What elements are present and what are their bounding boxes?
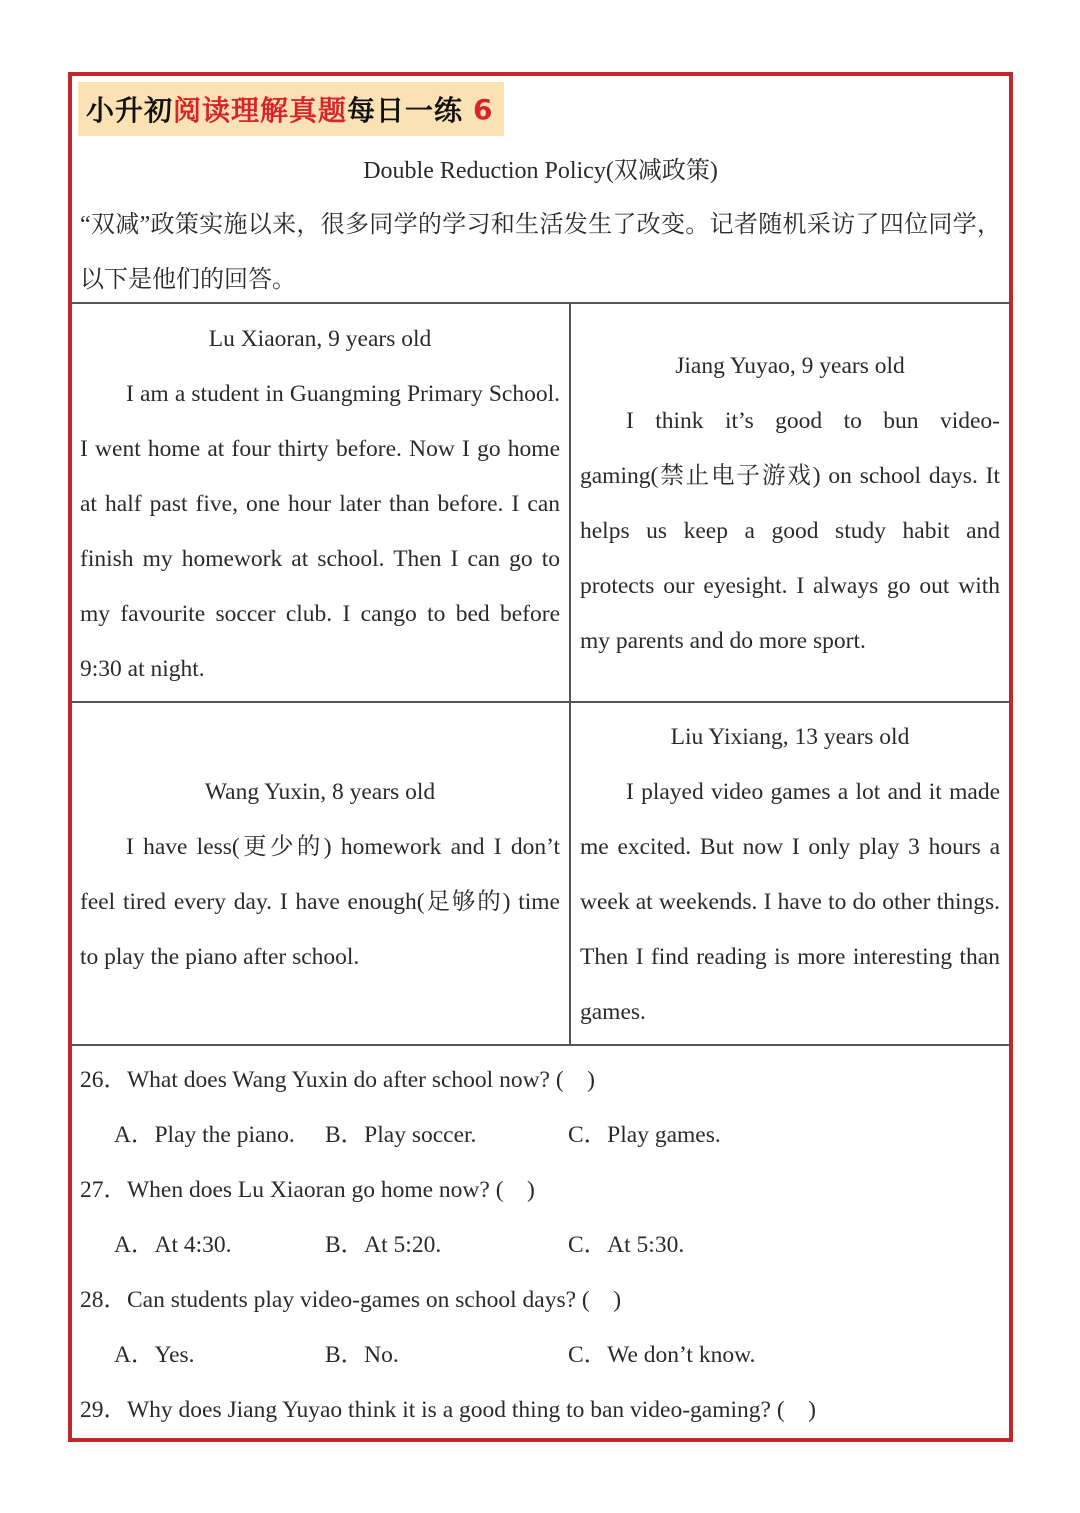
- option-b[interactable]: B．At 5:20.: [325, 1232, 442, 1258]
- option-b[interactable]: B．No.: [325, 1342, 399, 1368]
- passage-intro: “双减”政策实施以来，很多同学的学习和生活发生了改变。记者随机采访了四位同学，以下是他们的回答。: [80, 212, 1001, 293]
- title-part2: 阅读理解真题: [173, 94, 348, 127]
- student-answer: I think it’s good to bun video-gaming(禁止电子游戏) on school days. It helps us keep a good study habit and protects our eyesight. I always go out with my parents and do more sport.: [580, 408, 1000, 654]
- table-top-rule: [72, 302, 1009, 304]
- question-29: 29．Why does Jiang Yuyao think it is a good thing to ban video-gaming? ( ): [80, 1397, 817, 1423]
- student-card-liu-yixiang: [580, 710, 1000, 1040]
- questions-section: [80, 1060, 1001, 1430]
- option-a[interactable]: A．At 4:30.: [114, 1232, 232, 1258]
- worksheet-title: [78, 82, 504, 136]
- option-a[interactable]: A．Play the piano.: [114, 1122, 295, 1148]
- student-name: Wang Yuxin, 8 years old: [204, 779, 436, 805]
- option-a[interactable]: A．Yes.: [114, 1342, 195, 1368]
- student-card-lu-xiaoran: [80, 312, 560, 697]
- student-answer: I am a student in Guangming Primary School. I went home at four thirty before. Now I go home at half past five, one hour later than before. I can finish my homework at school. Then I can go to my favourite soccer club. I cango to bed before 9:30 at night.: [80, 381, 560, 682]
- title-number: 6: [473, 92, 494, 126]
- passage-title: Double Reduction Policy(双减政策): [363, 158, 718, 184]
- student-answer: I played video games a lot and it made me excited. But now I only play 3 hours a week at weekends. I have to do other things. Then I find reading is more interesting than games.: [580, 779, 1000, 1025]
- question-28: 28．Can students play video-games on school days? ( ): [80, 1287, 622, 1313]
- option-c[interactable]: C．At 5:30.: [568, 1232, 685, 1258]
- student-card-wang-yuxin: [80, 765, 560, 985]
- question-27: 27．When does Lu Xiaoran go home now? ( ): [80, 1177, 535, 1203]
- worksheet-frame: [68, 72, 1013, 1442]
- student-answer: I have less(更少的) homework and I don’t feel tired every day. I have enough(足够的) time to play the piano after school.: [80, 834, 560, 970]
- option-c[interactable]: C．Play games.: [568, 1122, 721, 1148]
- student-name: Liu Yixiang, 13 years old: [670, 724, 910, 750]
- table-middle-rule: [72, 701, 1009, 703]
- option-c[interactable]: C．We don’t know.: [568, 1342, 756, 1368]
- title-part1: 小升初: [86, 94, 174, 127]
- question-26: 26．What does Wang Yuxin do after school now? ( ): [80, 1067, 595, 1093]
- option-b[interactable]: B．Play soccer.: [325, 1122, 477, 1148]
- student-name: Jiang Yuyao, 9 years old: [675, 353, 905, 379]
- student-card-jiang-yuyao: [580, 339, 1000, 669]
- student-name: Lu Xiaoran, 9 years old: [208, 326, 432, 352]
- table-column-divider: [569, 302, 571, 1046]
- title-part3: 每日一练: [347, 94, 464, 127]
- table-bottom-rule: [72, 1044, 1009, 1046]
